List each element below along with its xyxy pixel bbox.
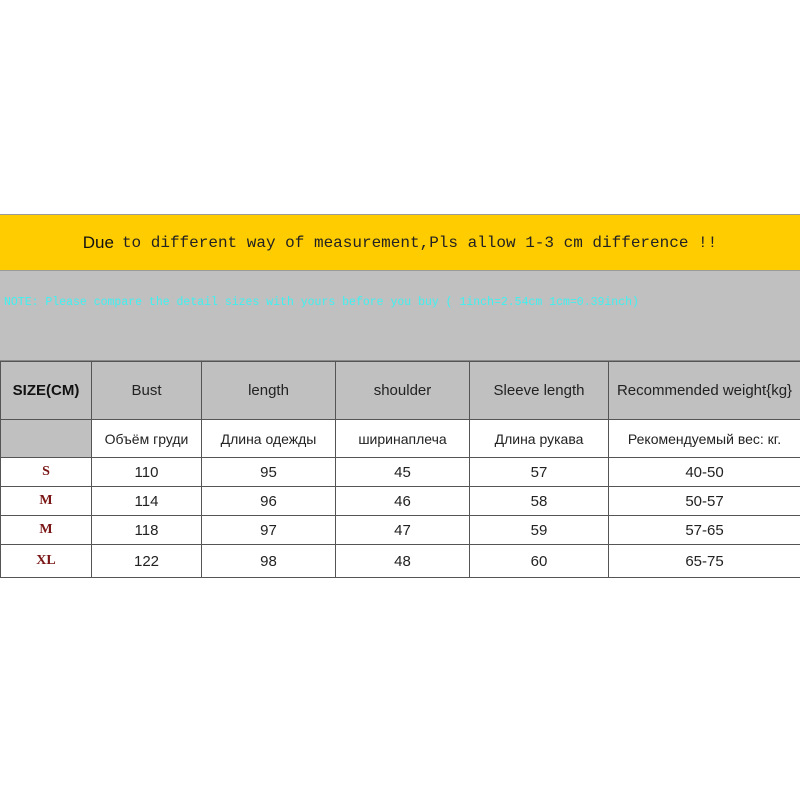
- header-sleeve: Sleeve length: [470, 362, 609, 420]
- measurement-banner: [0, 214, 800, 271]
- bust-cell: 118: [92, 516, 202, 545]
- table-row: [1, 545, 800, 578]
- shoulder-cell: 48: [336, 545, 470, 578]
- header-shoulder: shoulder: [336, 362, 470, 420]
- bust-cell: 110: [92, 458, 202, 487]
- header-ru-empty: [1, 420, 92, 458]
- sleeve-cell: 60: [470, 545, 609, 578]
- note-text: NOTE: Please compare the detail sizes with yours before you buy ( 1inch=2.54cm 1cm=0.39inch): [4, 296, 639, 309]
- sleeve-cell: 59: [470, 516, 609, 545]
- sleeve-cell: 58: [470, 487, 609, 516]
- banner-lead: Due: [82, 232, 114, 252]
- table-row: [1, 458, 800, 487]
- bust-cell: 122: [92, 545, 202, 578]
- size-cell: M: [1, 516, 92, 545]
- banner-text: to different way of measurement,Pls allow 1-3 cm difference !!: [121, 233, 718, 252]
- sleeve-cell: 57: [470, 458, 609, 487]
- table-row: [1, 487, 800, 516]
- header-weight: Recommended weight{kg}: [609, 362, 800, 420]
- size-cell: M: [1, 487, 92, 516]
- size-cell: XL: [1, 545, 92, 578]
- size-table: [0, 361, 800, 578]
- length-cell: 95: [202, 458, 336, 487]
- weight-cell: 50-57: [609, 487, 800, 516]
- header-row-ru: [1, 420, 800, 458]
- shoulder-cell: 46: [336, 487, 470, 516]
- header-ru-sleeve: Длина рукава: [470, 420, 609, 458]
- bust-cell: 114: [92, 487, 202, 516]
- size-cell: S: [1, 458, 92, 487]
- header-ru-length: Длина одежды: [202, 420, 336, 458]
- weight-cell: 40-50: [609, 458, 800, 487]
- table-row: [1, 516, 800, 545]
- length-cell: 96: [202, 487, 336, 516]
- size-chart: [0, 214, 800, 578]
- header-length: length: [202, 362, 336, 420]
- header-row: [1, 362, 800, 420]
- shoulder-cell: 45: [336, 458, 470, 487]
- length-cell: 98: [202, 545, 336, 578]
- weight-cell: 57-65: [609, 516, 800, 545]
- note-row: [0, 271, 800, 361]
- shoulder-cell: 47: [336, 516, 470, 545]
- header-ru-shoulder: ширинаплеча: [336, 420, 470, 458]
- header-size: SIZE(CM): [1, 362, 92, 420]
- header-ru-weight: Рекомендуемый вес: кг.: [609, 420, 800, 458]
- weight-cell: 65-75: [609, 545, 800, 578]
- header-ru-bust: Объём груди: [92, 420, 202, 458]
- header-bust: Bust: [92, 362, 202, 420]
- length-cell: 97: [202, 516, 336, 545]
